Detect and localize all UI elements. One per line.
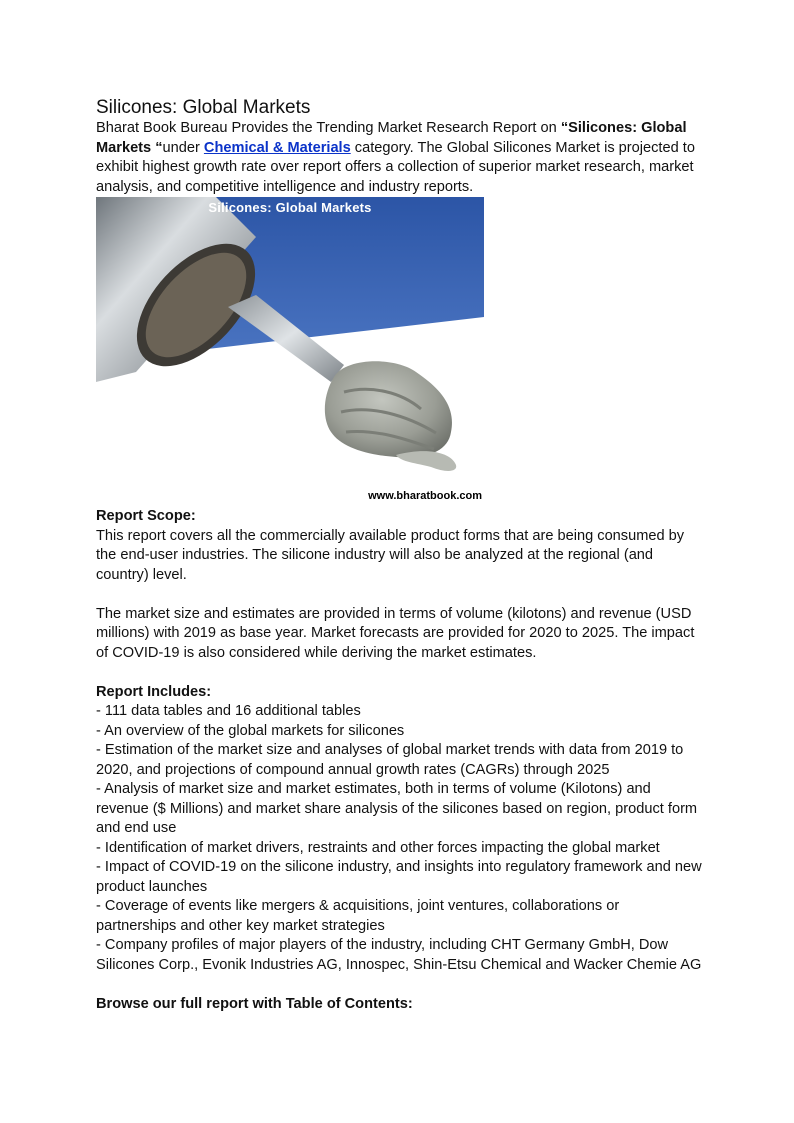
includes-list — [96, 702, 702, 975]
list-item: - Estimation of the market size and analyses of global market trends with data from 2019 to 2020, and projections of compound annual growth rates (CAGRs) through 2025 — [96, 742, 684, 778]
quote-close: “ — [151, 139, 163, 156]
list-item: - Coverage of events like mergers & acquisitions, joint ventures, collaborations or partnerships and other key market strategies — [96, 898, 620, 934]
browse-text: Browse our full report with Table of Contents: — [96, 995, 413, 1012]
list-item: - Impact of COVID-19 on the silicone industry, and insights into regulatory framework and new product launches — [96, 859, 702, 895]
list-item: - An overview of the global markets for silicones — [96, 722, 405, 739]
sealant-illustration — [96, 197, 484, 507]
quote-open: “ — [560, 120, 569, 136]
image-caption: Silicones: Global Markets — [208, 200, 372, 215]
includes-heading — [96, 683, 702, 703]
scope-paragraph-1: This report covers all the commercially available product forms that are being consumed by the end-user industries. The silicone industry will also be analyzed at the regional (and country) level. — [96, 527, 685, 583]
spacer — [96, 975, 702, 995]
intro-text-2: under — [162, 139, 204, 156]
image-watermark: www.bharatbook.com — [368, 489, 482, 502]
list-item: - Identification of market drivers, restraints and other forces impacting the global market — [96, 839, 660, 856]
list-item: - Analysis of market size and market estimates, both in terms of volume (Kilotons) and revenue ($ Millions) and market share analysis of the silicones based on region, product form and end use — [96, 781, 698, 836]
scope-heading-text: Report Scope: — [96, 508, 196, 524]
browse-line — [96, 995, 702, 1015]
scope-paragraph-2: The market size and estimates are provided in terms of volume (kilotons) and revenue (USD millions) with 2019 as base year. Market forecasts are provided for 2020 to 2025. The impact of COVID-19 is also considered while deriving the market estimates. — [96, 605, 695, 661]
list-item: - 111 data tables and 16 additional tables — [96, 703, 361, 719]
intro-text-1: Bharat Book Bureau Provides the Trending Market Research Report on — [96, 120, 561, 136]
spacer — [96, 585, 702, 605]
category-link[interactable]: Chemical & Materials — [203, 139, 351, 156]
scope-heading — [96, 507, 702, 527]
report-cover-image — [96, 197, 484, 507]
page-title: Silicones: Global Markets — [96, 97, 311, 118]
spacer — [96, 663, 702, 683]
intro-paragraph — [96, 119, 702, 197]
intro-text-3: category. The Global Silicones Market is projected to exhibit highest growth rate over report offers a collection of superior market research, market analysis, and competitive intelligence and industry reports. — [96, 139, 695, 195]
list-item: - Company profiles of major players of the industry, including CHT Germany GmbH, Dow Silicones Corp., Evonik Industries AG, Innospec, Shin-Etsu Chemical and Wacker Chemie AG — [96, 937, 702, 973]
includes-heading-text: Report Includes: — [96, 683, 212, 700]
document-content — [96, 96, 702, 1014]
report-name: Silicones: Global Markets — [96, 120, 687, 156]
